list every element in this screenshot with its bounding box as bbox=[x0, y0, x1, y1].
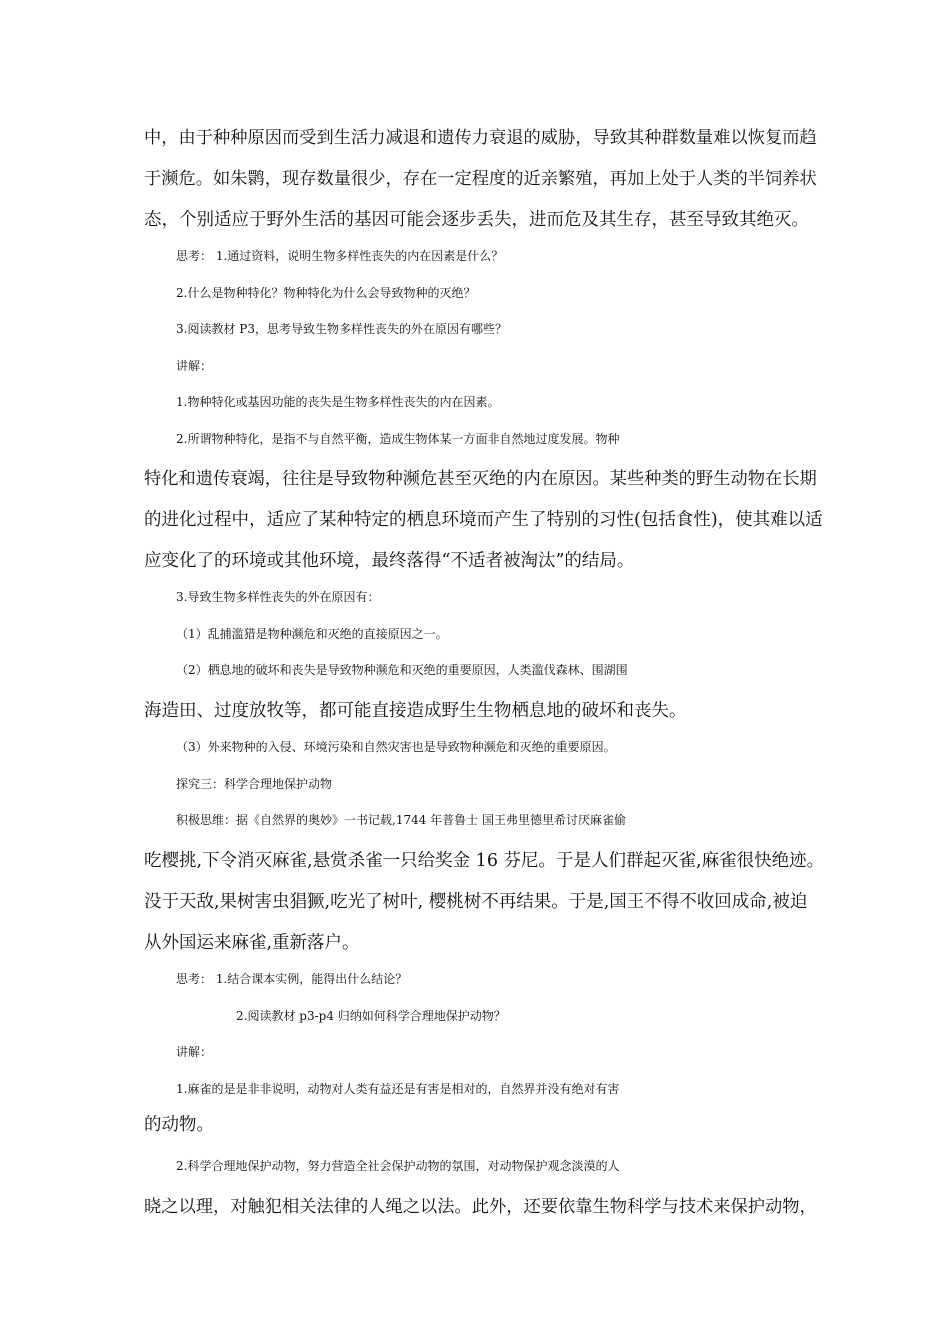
section-label: 讲解： bbox=[176, 359, 213, 373]
explanation-line: 1.物种特化或基因功能的丧失是生物多样性丧失的内在因素。 bbox=[176, 395, 500, 409]
list-item: （3）外来物种的入侵、环境污染和自然灾害也是导致物种濒危和灭绝的重要原因。 bbox=[176, 740, 616, 754]
list-item: 海造田、过度放牧等，都可能直接造成野生生物栖息地的破坏和丧失。 bbox=[144, 701, 687, 721]
explanation-line: 晓之以理，对触犯相关法律的人绳之以法。此外，还要依靠生物科学与技术来保护动物， bbox=[144, 1197, 817, 1217]
list-item: （1）乱捕滥猎是物种濒危和灭绝的直接原因之一。 bbox=[176, 627, 448, 641]
explanation-line: 3.导致生物多样性丧失的外在原因有： bbox=[176, 590, 380, 604]
explanation-line: 2.所谓物种特化，是指不与自然平衡，造成生物体某一方面非自然地过度发展。物种 bbox=[176, 432, 620, 446]
body-text-line: 于濒危。如朱鹮，现存数量很少，存在一定程度的近亲繁殖，再加上处于人类的半饲养状 bbox=[144, 169, 817, 189]
explanation-line: 2.科学合理地保护动物，努力营造全社会保护动物的氛围，对动物保护观念淡漠的人 bbox=[176, 1159, 620, 1173]
body-text-line: 从外国运来麻雀,重新落户。 bbox=[144, 933, 360, 953]
explanation-line: 的动物。 bbox=[144, 1115, 214, 1135]
section-label: 讲解： bbox=[176, 1045, 213, 1059]
body-text-line: 态，个别适应于野外生活的基因可能会逐步丢失，进而危及其生存，甚至导致其绝灭。 bbox=[144, 210, 809, 230]
explanation-line: 应变化了的环境或其他环境，最终落得“不适者被淘汰”的结局。 bbox=[144, 551, 635, 571]
section-heading: 探究三：科学合理地保护动物 bbox=[176, 777, 333, 791]
explanation-line: 的进化过程中，适应了某种特定的栖息环境而产生了特别的习性(包括食性)，使其难以适 bbox=[144, 510, 823, 530]
list-item: （2）栖息地的破坏和丧失是导致物种濒危和灭绝的重要原因，人类滥伐森林、围湖围 bbox=[176, 663, 628, 677]
body-text-line: 没于天敌,果树害虫猖獗,吃光了树叶, 樱桃树不再结果。于是,国王不得不收回成命,被迫 bbox=[144, 892, 808, 912]
question-line: 3.阅读教材 P3，思考导致生物多样性丧失的外在原因有哪些？ bbox=[176, 322, 507, 336]
question-line: 思考： 1.结合课本实例，能得出什么结论？ bbox=[176, 972, 408, 986]
explanation-line: 特化和遗传衰竭，往往是导致物种濒危甚至灭绝的内在原因。某些种类的野生动物在长期 bbox=[144, 469, 817, 489]
question-line: 2.阅读教材 p3-p4 归纳如何科学合理地保护动物？ bbox=[236, 1009, 506, 1023]
question-line: 思考： 1.通过资料，说明生物多样性丧失的内在因素是什么？ bbox=[176, 249, 504, 263]
explanation-line: 1.麻雀的是是非非说明，动物对人类有益还是有害是相对的，自然界并没有绝对有害 bbox=[176, 1082, 620, 1096]
body-text-line: 积极思维：据《自然界的奥妙》一书记载,1744 年普鲁士 国王弗里德里希讨厌麻雀偷 bbox=[176, 813, 626, 827]
question-line: 2.什么是物种特化？物种特化为什么会导致物种的灭绝？ bbox=[176, 286, 476, 300]
body-text-line: 吃樱挑,下令消灭麻雀,悬赏杀雀一只给奖金 16 芬尼。于是人们群起灭雀,麻雀很快绝迹。 bbox=[144, 851, 825, 871]
body-text-line: 中，由于种种原因而受到生活力减退和遗传力衰退的威胁，导致其种群数量难以恢复而趋 bbox=[144, 128, 817, 148]
